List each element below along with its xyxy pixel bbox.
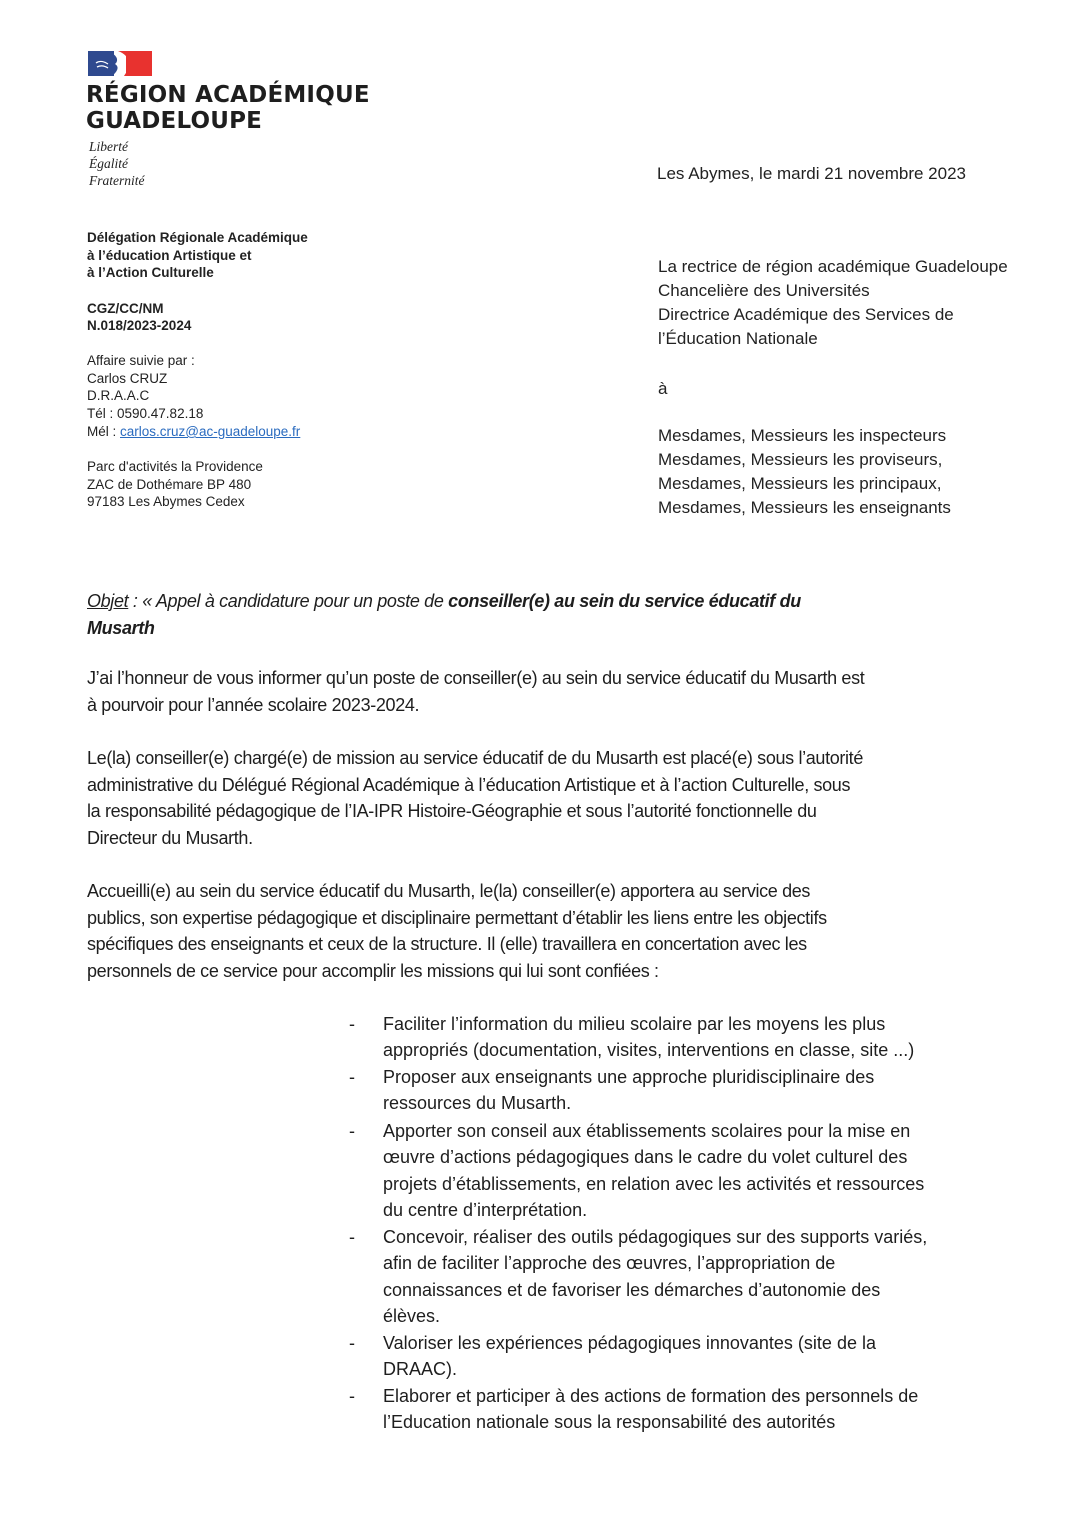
- brand-name-line1: RÉGION ACADÉMIQUE: [86, 82, 370, 108]
- mission-item: [349, 1011, 999, 1064]
- contact-phone: Tél : 0590.47.82.18: [87, 406, 204, 421]
- address-line: 97183 Les Abymes Cedex: [87, 494, 245, 509]
- author-line: La rectrice de région académique Guadeloupe: [658, 257, 1008, 276]
- mission-line: Apporter son conseil aux établissements scolaires pour la mise en: [383, 1121, 911, 1141]
- department-line: Délégation Régionale Académique: [87, 230, 308, 245]
- paragraph-line: J’ai l’honneur de vous informer qu’un poste de conseiller(e) au sein du service éducatif du Musarth est: [87, 668, 865, 688]
- mission-line: élèves.: [383, 1306, 441, 1327]
- to-word: à: [658, 379, 668, 398]
- address-line: ZAC de Dothémare BP 480: [87, 477, 252, 492]
- mission-item: [349, 1330, 999, 1383]
- reference-number: N.018/2023-2024: [87, 318, 192, 333]
- paragraph-line: publics, son expertise pédagogique et disciplinaire permettant d’établir les liens entre les objectifs: [87, 907, 827, 928]
- motto-egalite: Égalité: [89, 156, 128, 171]
- paragraph-line: Directeur du Musarth.: [87, 827, 253, 848]
- department-line: à l’éducation Artistique et: [87, 248, 252, 263]
- dash-bullet: -: [349, 1067, 355, 1087]
- mission-line: œuvre d’actions pédagogiques dans le cadre du volet culturel des: [383, 1147, 908, 1168]
- mission-line: Concevoir, réaliser des outils pédagogiques sur des supports variés,: [383, 1227, 928, 1247]
- mission-item: [349, 1118, 999, 1224]
- dash-bullet: -: [349, 1121, 355, 1141]
- subject: [87, 588, 997, 641]
- author-line: Directrice Académique des Services de: [658, 305, 954, 324]
- paragraph-missions-intro: [87, 878, 997, 984]
- mission-line: afin de faciliter l’approche des œuvres, l’appropriation de: [383, 1253, 836, 1274]
- paragraph-line: la responsabilité pédagogique de l’IA-IPR Histoire-Géographie et sous l’autorité fonctionnelle du: [87, 801, 817, 821]
- mission-line: appropriés (documentation, visites, interventions en classe, site ...): [383, 1040, 915, 1061]
- paragraph-line: Le(la) conseiller(e) chargé(e) de mission au service éducatif de du Musarth est placé(e) sous l’autorité: [87, 748, 863, 768]
- mission-line: Faciliter l’information du milieu scolaire par les moyens les plus: [383, 1014, 886, 1034]
- contact-service: D.R.A.A.C: [87, 388, 150, 403]
- contact-name: Carlos CRUZ: [87, 371, 168, 386]
- dash-bullet: -: [349, 1014, 355, 1034]
- mission-item: [349, 1064, 999, 1117]
- paragraph-line: personnels de ce service pour accomplir les missions qui lui sont confiées :: [87, 960, 659, 981]
- department-line: à l’Action Culturelle: [87, 265, 214, 280]
- paragraph-line: à pourvoir pour l’année scolaire 2023-2024.: [87, 694, 420, 715]
- paragraph-line: spécifiques des enseignants et ceux de la structure. Il (elle) travaillera en concertation avec les: [87, 934, 807, 954]
- mission-item: [349, 1383, 999, 1436]
- motto-liberte: Liberté: [89, 139, 128, 154]
- motto-fraternite: Fraternité: [89, 173, 145, 188]
- mission-line: l’Education nationale sous la responsabilité des autorités: [383, 1412, 836, 1433]
- paragraph-authority: [87, 745, 997, 851]
- dash-bullet: -: [349, 1227, 355, 1247]
- dash-bullet: -: [349, 1333, 355, 1353]
- recipient-line: Mesdames, Messieurs les inspecteurs: [658, 426, 947, 445]
- mission-line: Elaborer et participer à des actions de formation des personnels de: [383, 1386, 919, 1406]
- mission-item: [349, 1224, 999, 1330]
- paragraph-line: administrative du Délégué Régional Académique à l’éducation Artistique et à l’action Culturelle, sous: [87, 774, 851, 795]
- mission-line: Proposer aux enseignants une approche pluridisciplinaire des: [383, 1067, 875, 1087]
- subject-bold: conseiller(e) au sein du service éducatif du: [448, 591, 801, 611]
- subject-label: Objet: [87, 591, 129, 611]
- recipient-line: Mesdames, Messieurs les proviseurs,: [658, 450, 943, 469]
- recipient-line: Mesdames, Messieurs les enseignants: [658, 498, 951, 517]
- author-line: l’Éducation Nationale: [658, 329, 818, 348]
- mission-line: connaissances et de favoriser les démarches d’autonomie des: [383, 1279, 881, 1300]
- subject-bold-2: Musarth: [87, 617, 155, 638]
- email-link[interactable]: carlos.cruz@ac-guadeloupe.fr: [120, 424, 301, 439]
- marianne-flag-icon: [88, 51, 152, 76]
- paragraph-line: Accueilli(e) au sein du service éducatif du Musarth, le(la) conseiller(e) apportera au service des: [87, 881, 811, 901]
- paragraph-intro: [87, 665, 997, 718]
- contact-email-row: [87, 423, 300, 441]
- mission-line: projets d’établissements, en relation avec les activités et ressources: [383, 1173, 925, 1194]
- mission-line: DRAAC).: [383, 1359, 458, 1380]
- mission-line: ressources du Musarth.: [383, 1093, 572, 1114]
- brand-name-line2: GUADELOUPE: [86, 108, 263, 134]
- subject-prefix: : « Appel à candidature pour un poste de: [128, 591, 449, 611]
- reference-code: CGZ/CC/NM: [87, 301, 164, 316]
- date-line: Les Abymes, le mardi 21 novembre 2023: [657, 164, 967, 183]
- author-line: Chancelière des Universités: [658, 281, 870, 300]
- followed-by-label: Affaire suivie par :: [87, 353, 195, 368]
- dash-bullet: -: [349, 1386, 355, 1406]
- recipient-line: Mesdames, Messieurs les principaux,: [658, 474, 942, 493]
- address-line: Parc d'activités la Providence: [87, 459, 263, 474]
- mission-line: du centre d’interprétation.: [383, 1200, 588, 1221]
- email-label: Mél :: [87, 424, 121, 439]
- mission-line: Valoriser les expériences pédagogiques innovantes (site de la: [383, 1333, 876, 1353]
